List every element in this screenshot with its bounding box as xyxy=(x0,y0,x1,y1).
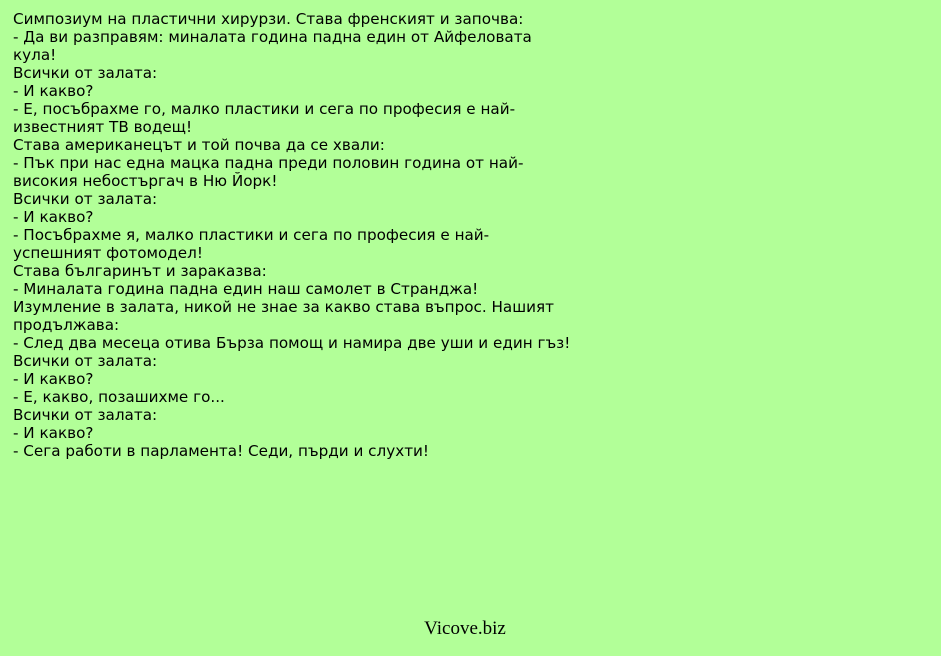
joke-text xyxy=(13,10,573,460)
joke-line: - И какво? xyxy=(13,370,94,388)
joke-line: Всички от залата: xyxy=(13,352,158,370)
joke-line: Всички от залата: xyxy=(13,190,158,208)
joke-line: - Е, посъбрахме го, малко пластики и сега по професия е най-известният ТВ водещ! xyxy=(13,100,516,136)
joke-line: - И какво? xyxy=(13,208,94,226)
joke-line: - Посъбрахме я, малко пластики и сега по професия е най-успешният фотомодел! xyxy=(13,226,490,262)
joke-line: Изумление в залата, никой не знае за какво става въпрос. Нашият продължава: xyxy=(13,298,554,334)
joke-line: - Да ви разправям: миналата година падна един от Айфеловата кула! xyxy=(13,28,532,64)
joke-line: - Сега работи в парламента! Седи, пърди и слухти! xyxy=(13,442,430,460)
joke-line: - И какво? xyxy=(13,82,94,100)
joke-line: Симпозиум на пластични хирурзи. Става френският и започва: xyxy=(13,10,524,28)
joke-line: Става американецът и той почва да се хвали: xyxy=(13,136,385,154)
joke-line: - След два месеца отива Бърза помощ и намира две уши и един гъз! xyxy=(13,334,571,352)
joke-line: - Миналата година падна един наш самолет в Странджа! xyxy=(13,280,479,298)
joke-line: - Пък при нас една мацка падна преди половин година от най-високия небостъргач в Ню Йорк! xyxy=(13,154,524,190)
site-watermark: Vicove.biz xyxy=(424,618,506,639)
joke-line: - Е, какво, позашихме го... xyxy=(13,388,225,406)
joke-line: Става българинът и зараказва: xyxy=(13,262,267,280)
joke-line: - И какво? xyxy=(13,424,94,442)
joke-line: Всички от залата: xyxy=(13,64,158,82)
joke-line: Всички от залата: xyxy=(13,406,158,424)
